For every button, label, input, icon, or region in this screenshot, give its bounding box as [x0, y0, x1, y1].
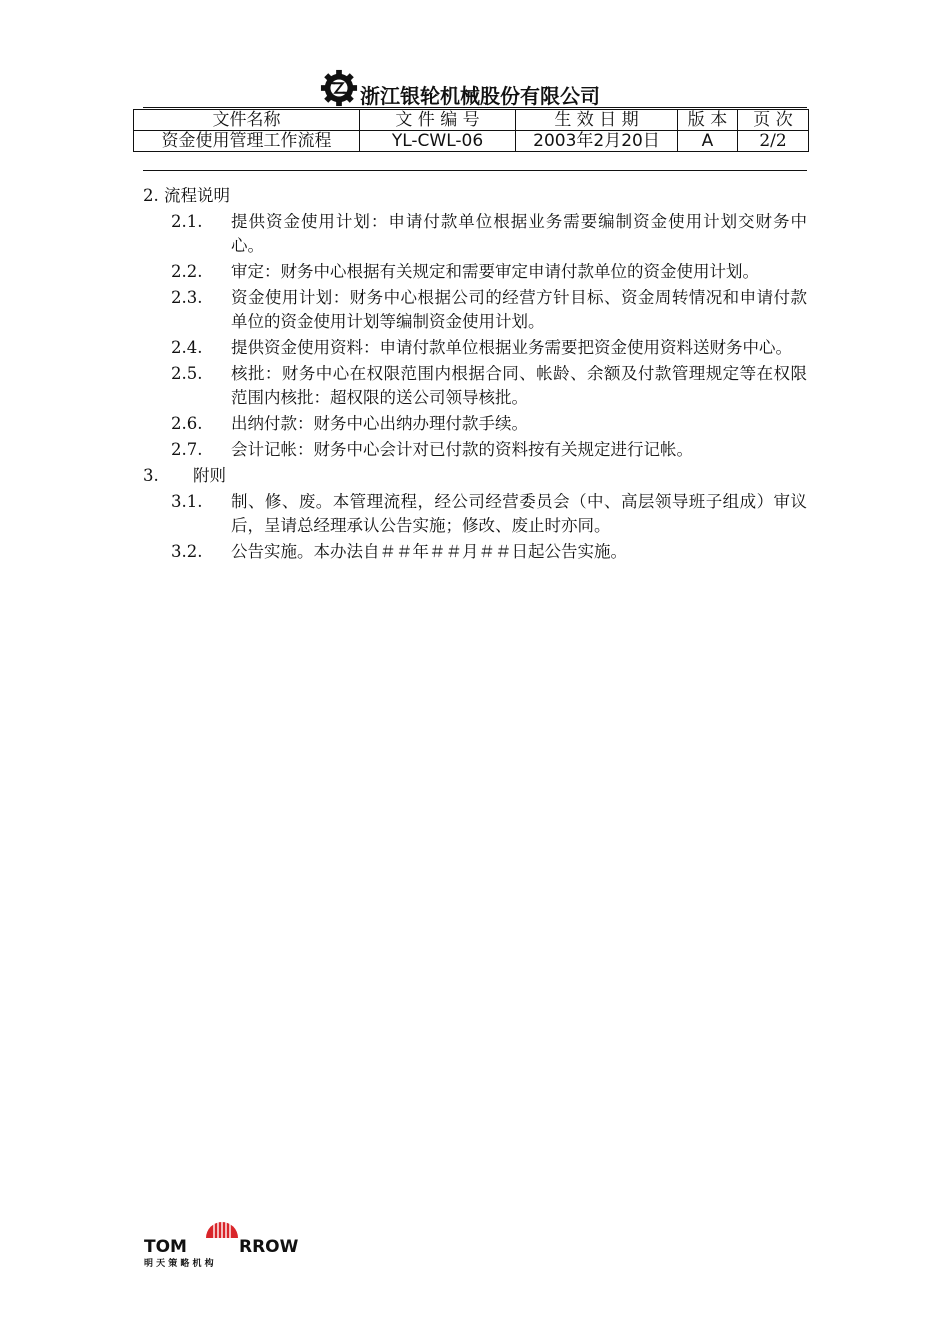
list-item	[171, 490, 807, 538]
item-number: 2.1.	[171, 212, 203, 231]
logo-sun-icon	[206, 1220, 238, 1238]
version: A	[678, 131, 738, 152]
tomorrow-logo	[143, 1210, 303, 1270]
item-number: 2.5.	[171, 364, 203, 383]
table-value-row	[134, 131, 809, 152]
logo-tagline: 明 天 策 略 机 构	[144, 1259, 214, 1269]
item-text: 核批：财务中心在权限范围内根据合同、帐龄、余额及付款管理规定等在权限范围内核批：超权限的送公司领导核批。	[231, 364, 807, 407]
list-item	[171, 210, 807, 258]
item-text: 提供资金使用计划：申请付款单位根据业务需要编制资金使用计划交财务中心。	[231, 212, 807, 255]
list-item	[171, 362, 807, 410]
table-bottom-rule	[143, 170, 807, 171]
item-text: 审定：财务中心根据有关规定和需要审定申请付款单位的资金使用计划。	[231, 262, 759, 281]
page-header	[320, 66, 600, 110]
item-text: 会计记帐：财务中心会计对已付款的资料按有关规定进行记帐。	[231, 440, 693, 459]
effective-date: 2003年2月20日	[516, 131, 678, 152]
logo-brand-left: TOM	[144, 1237, 187, 1257]
item-text: 资金使用计划：财务中心根据公司的经营方针目标、资金周转情况和申请付款单位的资金使用计划等编制资金使用计划。	[231, 288, 807, 331]
header-doc-number: 文 件 编 号	[360, 110, 516, 131]
section-number: 3.	[143, 466, 159, 485]
section-title: 附则	[193, 466, 226, 485]
section-heading	[143, 184, 807, 208]
item-number: 2.6.	[171, 414, 203, 433]
section-title: 2. 流程说明	[143, 186, 230, 205]
item-number: 2.7.	[171, 440, 203, 459]
doc-name: 资金使用管理工作流程	[134, 131, 360, 152]
item-number: 2.4.	[171, 338, 203, 357]
list-item	[171, 540, 807, 564]
item-text: 公告实施。本办法自＃＃年＃＃月＃＃日起公告实施。	[231, 542, 627, 561]
list-item	[171, 412, 807, 436]
document-info-table	[133, 109, 809, 152]
item-text: 出纳付款：财务中心出纳办理付款手续。	[231, 414, 528, 433]
header-effective-date: 生 效 日 期	[516, 110, 678, 131]
list-item	[171, 286, 807, 334]
company-name: 浙江银轮机械股份有限公司	[360, 83, 600, 108]
list-item	[171, 260, 807, 284]
doc-number: YL-CWL-06	[360, 131, 516, 152]
header-page: 页 次	[738, 110, 809, 131]
logo-brand-right: RROW	[239, 1237, 299, 1257]
header-version: 版 本	[678, 110, 738, 131]
section-heading	[143, 464, 807, 488]
item-number: 2.2.	[171, 262, 203, 281]
table-header-row	[134, 110, 809, 131]
header-rule	[143, 107, 807, 108]
item-number: 3.1.	[171, 492, 203, 511]
page-number: 2/2	[738, 131, 809, 152]
item-text: 提供资金使用资料：申请付款单位根据业务需要把资金使用资料送财务中心。	[231, 338, 792, 357]
list-item	[171, 336, 807, 360]
item-number: 3.2.	[171, 542, 203, 561]
item-number: 2.3.	[171, 288, 203, 307]
item-text: 制、修、废。本管理流程，经公司经营委员会（中、高层领导班子组成）审议后，呈请总经理承认公告实施；修改、废止时亦同。	[231, 492, 807, 535]
header-doc-name: 文件名称	[134, 110, 360, 131]
list-item	[171, 438, 807, 462]
document-body	[143, 184, 807, 566]
company-logo-icon	[320, 69, 358, 107]
